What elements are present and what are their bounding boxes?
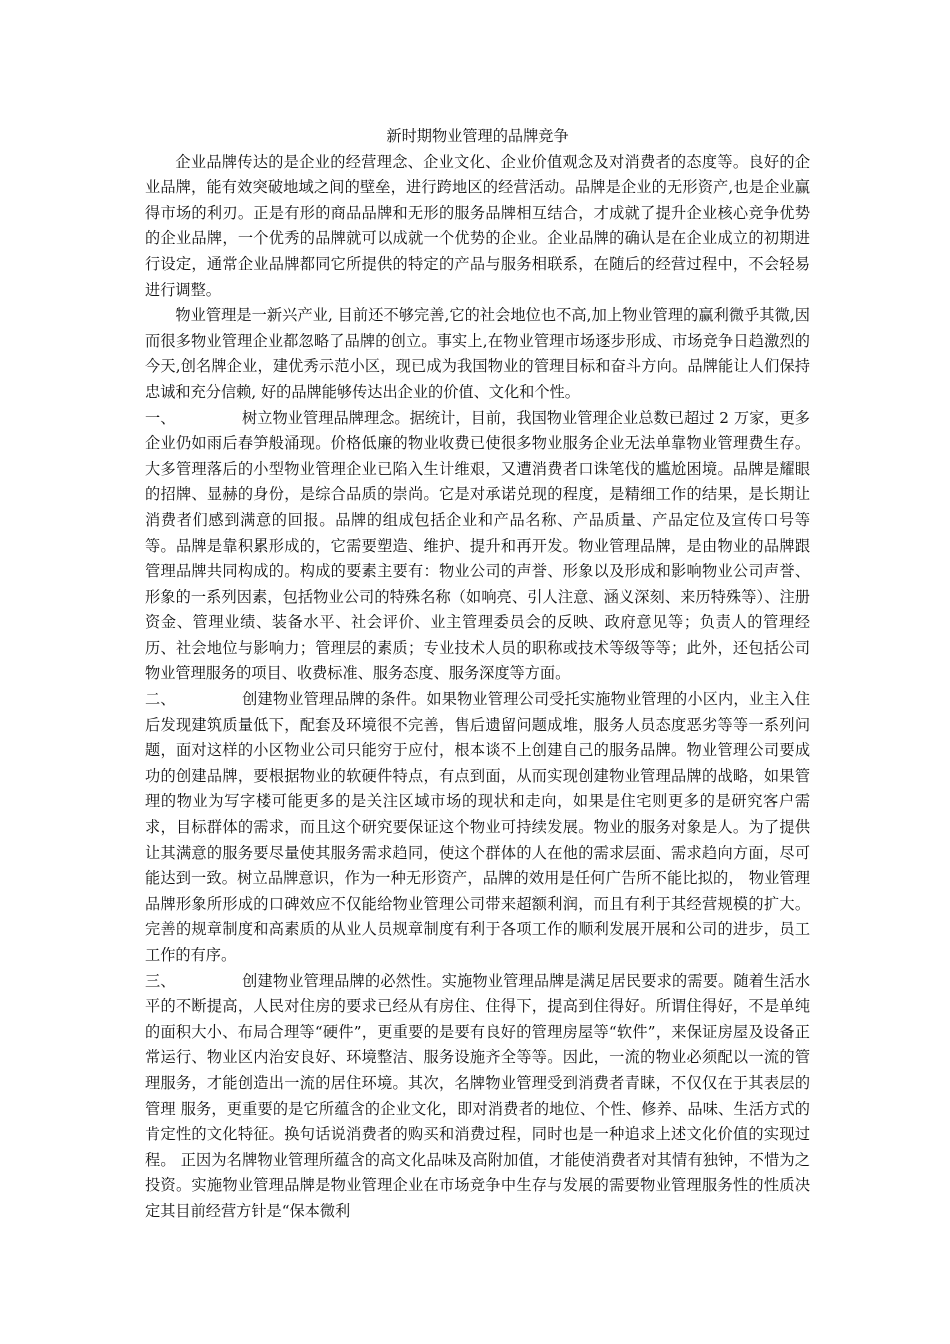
- paragraph-intro-2: 物业管理是一新兴产业, 目前还不够完善,它的社会地位也不高,加上物业管理的赢利微乎其微,因而很多物业管理企业都忽略了品牌的创立。事实上,在物业管理市场逐步形成、市场竞争日趋激烈的今天,创名牌企业，建优秀示范小区，现已成为我国物业的管理目标和奋斗方向。品牌能让人们保持忠诚和充分信赖, 好的品牌能够传达出企业的价值、文化和个性。: [145, 306, 810, 401]
- section-number: 一、: [145, 408, 176, 427]
- paragraph-intro-1: 企业品牌传达的是企业的经营理念、企业文化、企业价值观念及对消费者的态度等。良好的企业品牌，能有效突破地域之间的壁垒，进行跨地区的经营活动。品牌是企业的无形资产,也是企业赢得市场的利刃。正是有形的商品品牌和无形的服务品牌相互结合，才成就了提升企业核心竞争优势的企业品牌，一个优秀的品牌就可以成就一个优势的企业。企业品牌的确认是在企业成立的初期进行设定，通常企业品牌都同它所提供的特定的产品与服务相联系，在随后的经营过程中，不会轻易进行调整。: [145, 152, 810, 299]
- section-text: 创建物业管理品牌的必然性。实施物业管理品牌是满足居民要求的需要。随着生活水平的不断提高，人民对住房的要求已经从有房住、住得下，提高到住得好。所谓住得好，不是单纯的面积大小、布局合理等“硬件”，更重要的是要有良好的管理房屋等“软件”，来保证房屋及设备正常运行、物业区内治安良好、环境整洁、服务设施齐全等等。因此，一流的物业必须配以一流的管理服务，才能创造出一流的居住环境。其次，名牌物业管理受到消费者青睐，不仅仅在于其表层的管理 服务，更重要的是它所蕴含的企业文化，即对消费者的地位、个性、修养、品味、生活方式的 肯定性的文化特征。换句话说消费者的购买和消费过程，同时也是一种追求上述文化价值的实现过程。 正因为名牌物业管理所蕴含的高文化品味及高附加值，才能使消费者对其情有独钟，不惜为之投资。实施物业管理品牌是物业管理企业在市场竞争中生存与发展的需要物业管理服务性的性质决定其目前经营方针是“保本微利: [145, 971, 810, 1220]
- section-text: 创建物业管理品牌的条件。如果物业管理公司受托实施物业管理的小区内，业主入住后发现建筑质量低下，配套及环境很不完善，售后遗留问题成堆，服务人员态度恶劣等等一系列问题，面对这样的小区物业公司只能穷于应付，根本谈不上创建自己的服务品牌。物业管理公司要成功的创建品牌，要根据物业的软硬件特点，有点到面，从而实现创建物业管理品牌的战略，如果管理的物业为写字楼可能更多的是关注区域市场的现状和走向，如果是住宅则更多的是研究客户需求，目标群体的需求，而且这个研究要保证这个物业可持续发展。物业的服务对象是人。为了提供让其满意的服务要尽量使其服务需求趋同，使这个群体的人在他的需求层面、需求趋向方面，尽可能达到一致。树立品牌意识，作为一种无形资产，品牌的效用是任何广告所不能比拟的， 物业管理品牌形象所形成的口碑效应不仅能给物业管理公司带来超额利润，而且有利于其经营规模的扩大。完善的规章制度和高素质的从业人员规章制度有利于各项工作的顺利发展开展和公司的进步，员工工作的有序。: [145, 690, 810, 964]
- document-page: [145, 124, 810, 1225]
- section-1: [145, 406, 810, 688]
- section-3: [145, 969, 810, 1225]
- section-number: 二、: [145, 690, 176, 709]
- document-title: 新时期物业管理的品牌竞争: [386, 127, 569, 145]
- section-2: [145, 687, 810, 969]
- section-number: 三、: [145, 971, 176, 990]
- section-text: 树立物业管理品牌理念。据统计，目前，我国物业管理企业总数已超过 2 万家，更多企业仍如雨后春笋般涌现。价格低廉的物业收费已使很多物业服务企业无法单靠物业管理费生存。大多管理落后的小型物业管理企业已陷入生计维艰，又遭消费者口诛笔伐的尴尬困境。品牌是耀眼的招牌、显赫的身份，是综合品质的崇尚。它是对承诺兑现的程度，是精细工作的结果，是长期让消费者们感到满意的回报。品牌的组成包括企业和产品名称、产品质量、产品定位及宣传口号等等。品牌是靠积累形成的，它需要塑造、维护、提升和再开发。物业管理品牌，是由物业的品牌跟管理品牌共同构成的。构成的要素主要有：物业公司的声誉、形象以及形成和影响物业公司声誉、形象的一系列因素，包括物业公司的特殊名称（如响亮、引人注意、涵义深刻、来历特殊等）、注册资金、管理业绩、装备水平、社会评价、业主管理委员会的反映、政府意见等；负责人的管理经历、社会地位与影响力；管理层的素质；专业技术人员的职称或技术等级等等；此外，还包括公司物业管理服务的项目、收费标准、服务态度、服务深度等方面。: [145, 408, 810, 683]
